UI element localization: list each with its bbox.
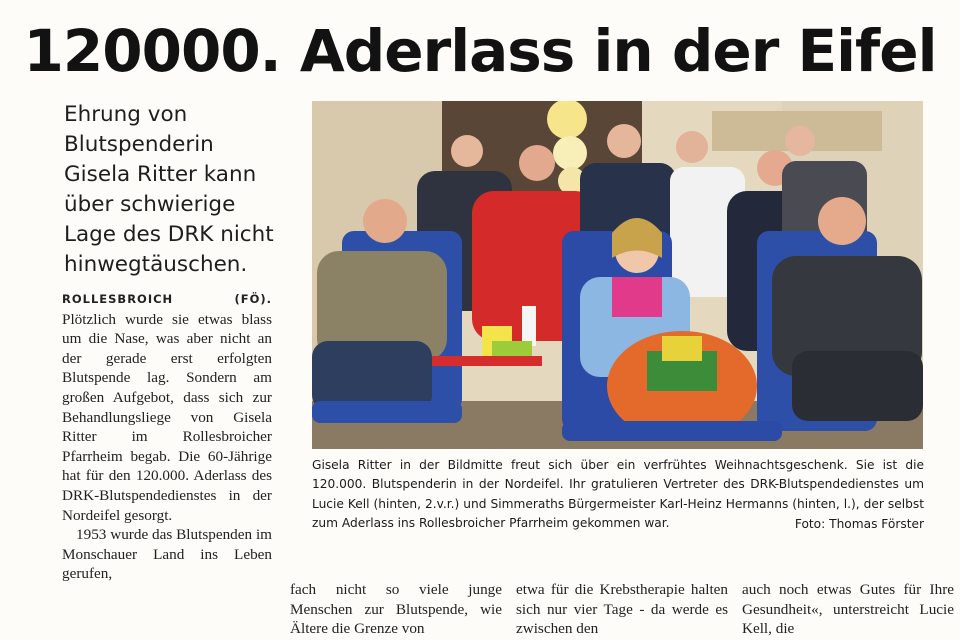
caption-text: Gisela Ritter in der Bildmitte freut sich über ein verfrühtes Weihnachtsgeschenk. Sie ist die 120.000. Blutspenderin in der Nordeifel. Ihr gratulieren Vertreter des DRK-Blutspendedienstes um Lucie Kell (hinten, 2.v.r.) und Simmeraths Bürgermeister Karl-Heinz Hermanns (hinten, l.), der selbst zum Aderlass ins Rollesbroicher Pfarrheim gekommen war. (312, 458, 924, 531)
column-4-text: auch noch etwas Gutes für Ihre Gesundheit«, unterstreicht Lucie Kell, die (742, 581, 954, 638)
photo-credit: Foto: Thomas Förster (794, 516, 924, 531)
photo-caption (312, 456, 924, 534)
lead-paragraph: Plötzlich wurde sie etwas blass um die Nase, was aber nicht an der gerade erst erfolgten Blutspende lag. Sondern am großen Aufgebot, dass sich zur Behandlungsliege von Gisela Ritter im Rollesbroicher Pfarrheim begab. Die 60-Jährige hat für den 120.000. Aderlass des DRK-Blutspendedienstes in der Nordeifel gesorgt. (62, 310, 272, 524)
lead-text (62, 289, 272, 584)
headline: 120000. Aderlass in der Eifel (23, 17, 937, 85)
photo-illustration (312, 101, 923, 449)
column-2-text: fach nicht so viele junge Menschen zur Blutspende, wie Ältere die Grenze von (290, 581, 502, 638)
paragraph-2: 1953 wurde das Blutspenden im Monschauer Land ins Leben gerufen, (62, 526, 272, 583)
deck: Ehrung von Blutspenderin Gisela Ritter kann über schwierige Lage des DRK nicht hinwegtäuschen. (64, 102, 274, 277)
column-3-text: etwa für die Krebstherapie halten sich nur vier Tage - da werde es zwischen den (516, 581, 728, 638)
article-photo (312, 101, 923, 449)
dateline: ROLLESBROICH (FÖ). (62, 292, 272, 306)
